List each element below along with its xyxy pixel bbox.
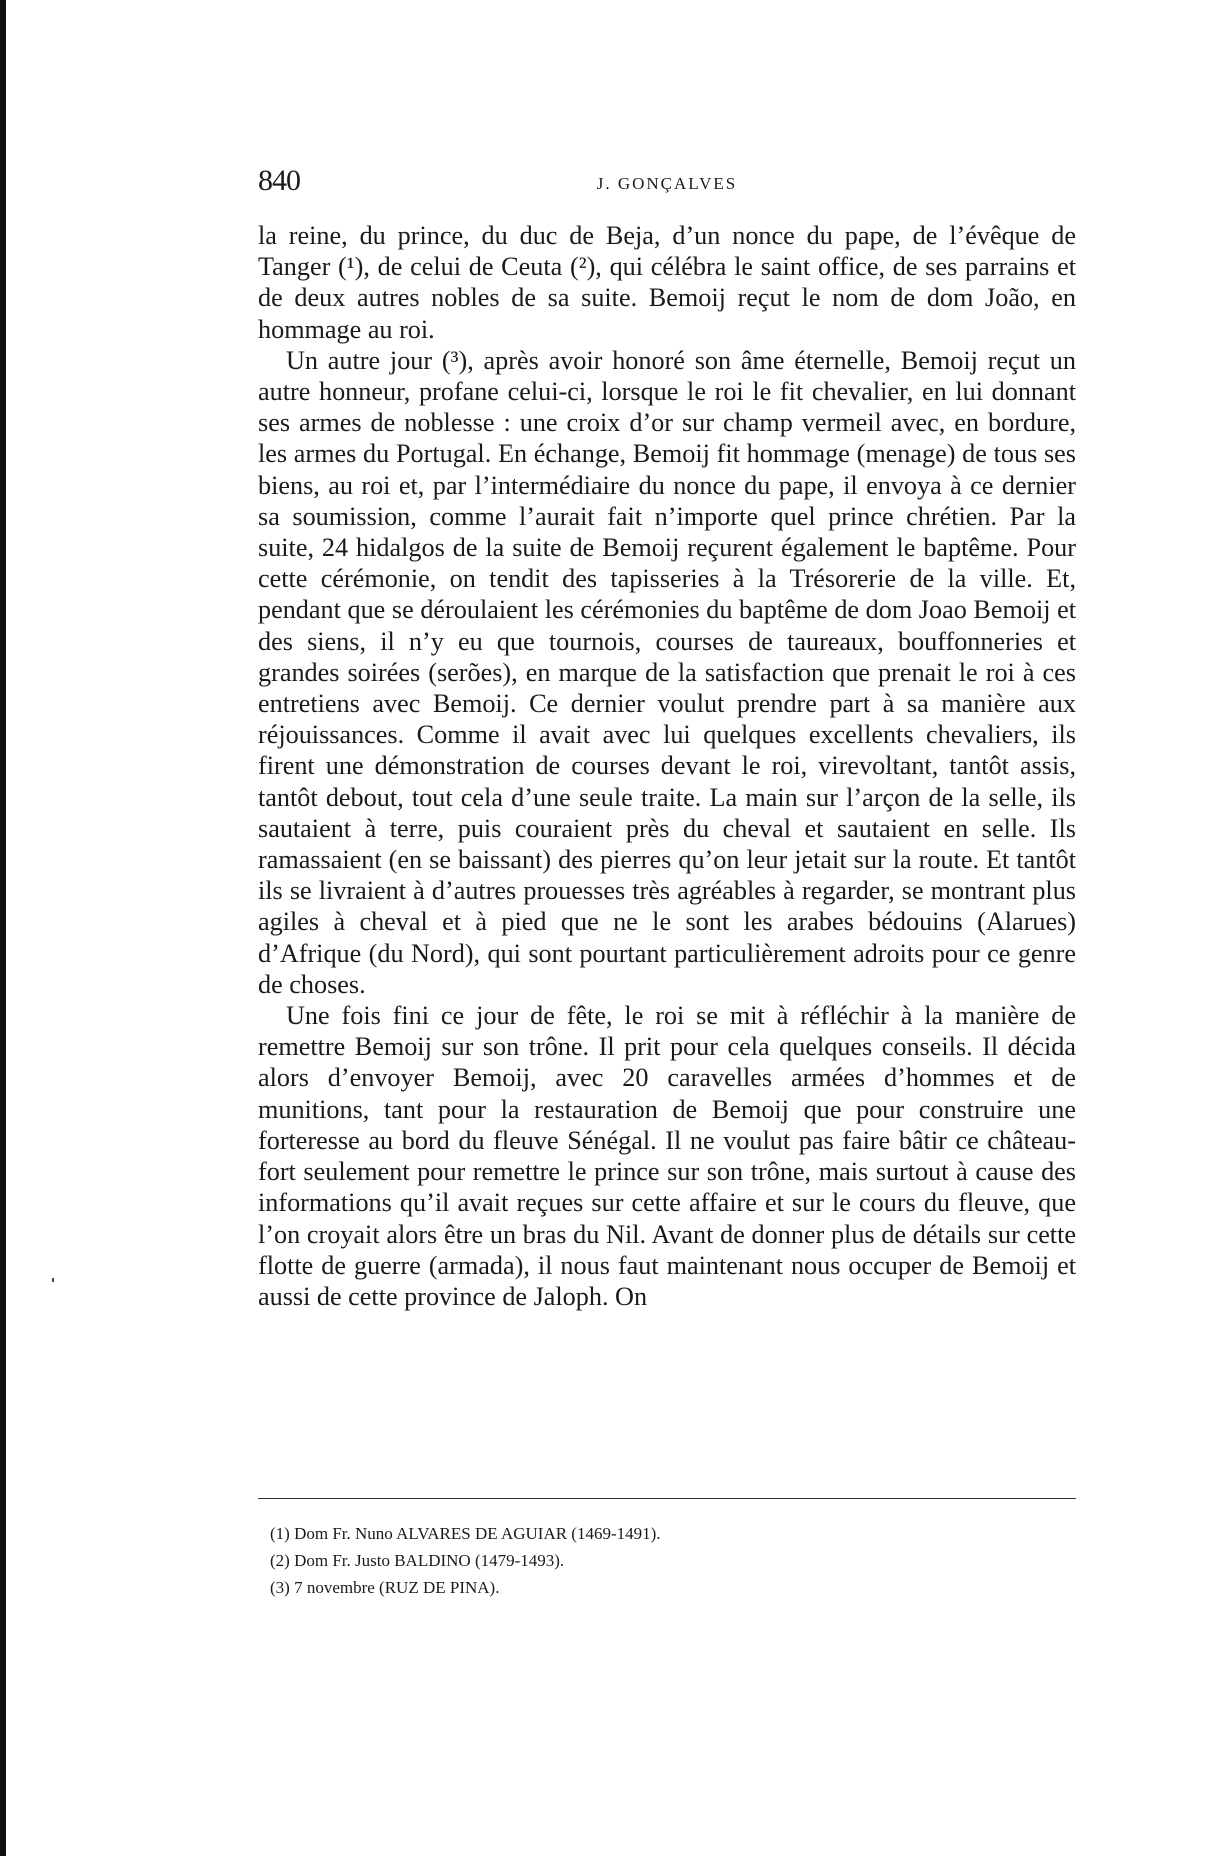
paragraph: Un autre jour (³), après avoir honoré son âme éternelle, Bemoij reçut un autre honneur, profane celui-ci, lorsque le roi le fit chevalier, en lui donnant ses armes de noblesse : une croix d’or sur champ vermeil avec, en bordure, les armes du Portugal. En échange, Bemoij fit hommage (menage) de tous ses biens, au roi et, par l’intermédiaire du nonce du pape, il envoya à ce dernier sa soumission, comme l’aurait fait n’importe quel prince chrétien. Par la suite, 24 hidalgos de la suite de Bemoij reçurent également le baptême. Pour cette cérémonie, on tendit des tapisseries à la Trésorerie de la ville. Et, pendant que se déroulaient les cérémonies du baptême de dom Joao Bemoij et des siens, il n’y eu que tournois, courses de taureaux, bouffonneries et grandes soirées (serões), en marque de la satisfaction que prenait le roi à ces entretiens avec Bemoij. Ce dernier voulut prendre part à sa manière aux réjouissances. Comme il avait avec lui quelques excellents chevaliers, ils firent une démonstration de courses devant le roi, virevoltant, tantôt assis, tantôt debout, tout cela d’une seule traite. La main sur l’arçon de la selle, ils sautaient à terre, puis couraient près du cheval et sautaient en selle. Ils ramassaient (en se baissant) des pierres qu’on leur jetait sur la route. Et tantôt ils se livraient à d’autres prouesses très agréables à regarder, se montrant plus agiles à cheval et à pied que ne le sont les arabes bédouins (Alarues) d’Afrique (du Nord), qui sont pourtant particulièrement adroits pour ce genre de choses. — [258, 345, 1076, 999]
running-head: J. GONÇALVES — [596, 174, 738, 193]
footnote-rule — [258, 1498, 1076, 1499]
paragraph: la reine, du prince, du duc de Beja, d’un nonce du pape, de l’évêque de Tanger (¹), de celui de Ceuta (²), qui célébra le saint office, de ses parrains et de deux autres nobles de sa suite. Bemoij reçut le nom de dom João, en hommage au roi. — [258, 221, 1076, 344]
footnote: (3) 7 novembre (RUZ DE PINA). — [270, 1578, 500, 1597]
stray-mark — [52, 1278, 54, 1282]
page-header — [258, 164, 1076, 200]
paragraph: Une fois fini ce jour de fête, le roi se mit à réfléchir à la manière de remettre Bemoij sur son trône. Il prit pour cela quelques conseils. Il décida alors d’envoyer Bemoij, avec 20 caravelles armées d’hommes et de munitions, tant pour la restauration de Bemoij que pour construire une forteresse au bord du fleuve Sénégal. Il ne voulut pas faire bâtir ce château-fort seulement pour remettre le prince sur son trône, mais surtout à cause des informations qu’il avait reçues sur cette affaire et sur le cours du fleuve, que l’on croyait alors être un bras du Nil. Avant de donner plus de détails sur cette flotte de guerre (armada), il nous faut maintenant nous occuper de Bemoij et aussi de cette province de Jaloph. On — [258, 1001, 1076, 1311]
footnote: (2) Dom Fr. Justo BALDINO (1479-1493). — [270, 1551, 565, 1570]
body-text — [258, 220, 1076, 1312]
page-number: 840 — [258, 164, 300, 197]
page-edge — [0, 0, 6, 1856]
footnote: (1) Dom Fr. Nuno ALVARES DE AGUIAR (1469-1491). — [270, 1524, 661, 1543]
footnotes — [270, 1520, 1076, 1601]
